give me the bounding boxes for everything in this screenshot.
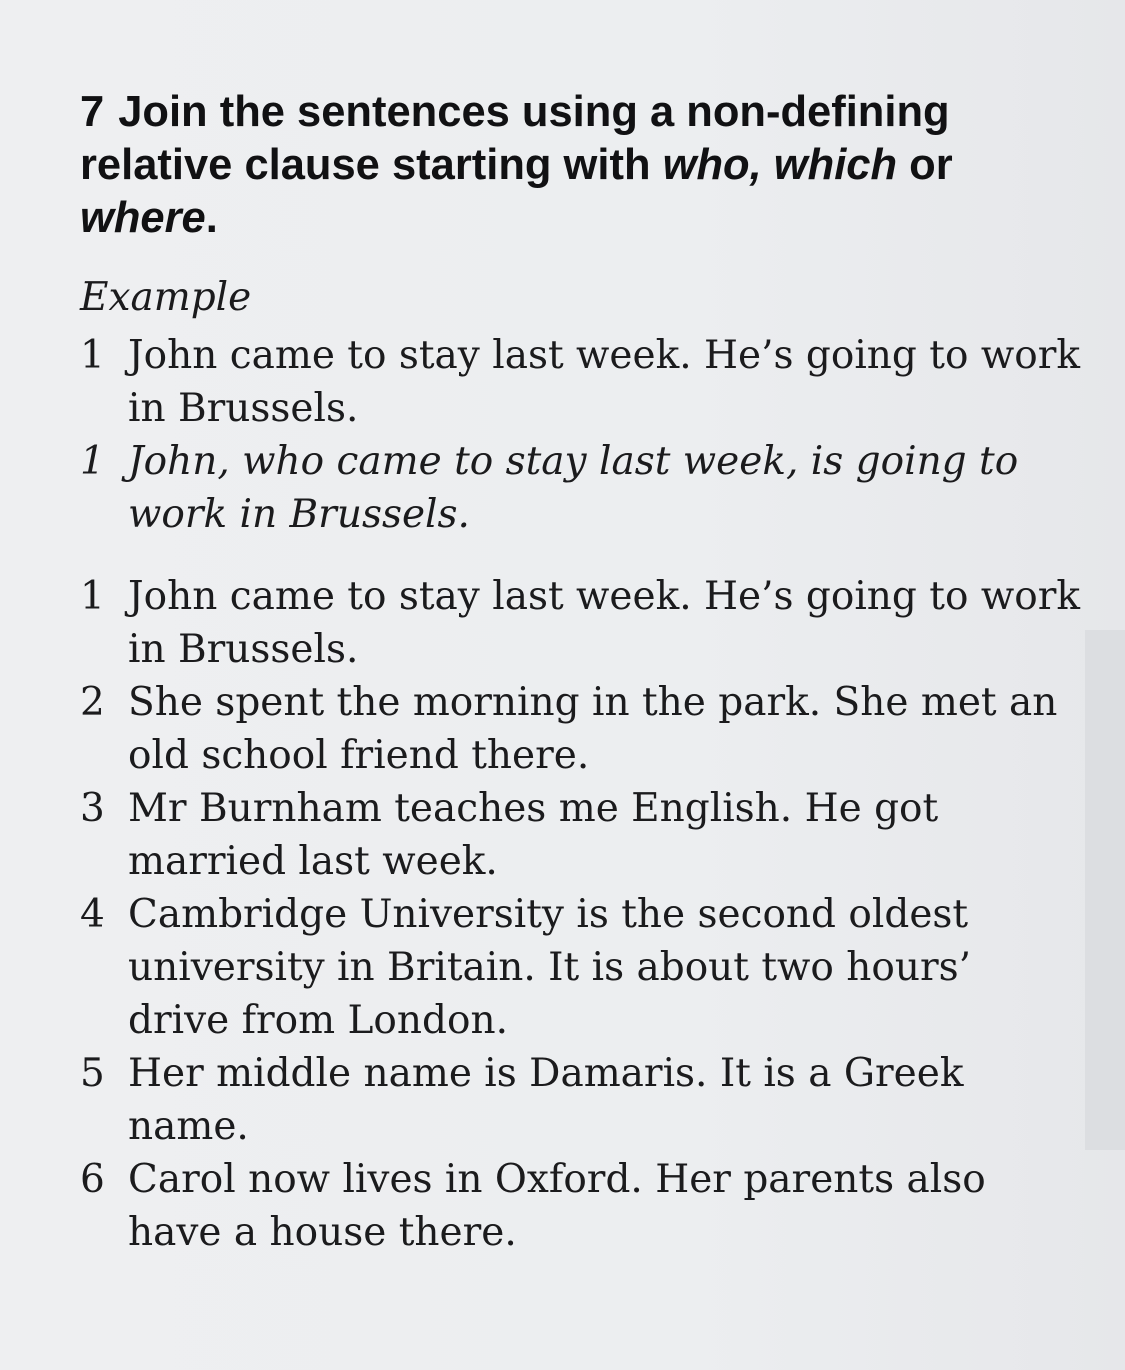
item-text: Mr Burnham teaches me English. He got married last week.	[128, 786, 939, 884]
example-answer-number: 1	[80, 439, 105, 484]
exercise-number: 7	[80, 88, 105, 136]
page-edge-shadow	[1085, 630, 1125, 1150]
list-item	[80, 888, 1080, 1047]
item-number: 6	[80, 1157, 105, 1202]
example-prompt	[80, 329, 1080, 435]
example-answer-text: John, who came to stay last week, is going to work in Brussels.	[128, 439, 1019, 537]
item-number: 2	[80, 680, 105, 725]
example-label: Example	[80, 275, 252, 320]
list-item	[80, 1047, 1080, 1153]
example-prompt-text: John came to stay last week. He’s going to work in Brussels.	[128, 333, 1080, 431]
instruction-italic-words: who, which	[662, 141, 898, 189]
instruction-text: Join the sentences using a non-defining relative clause starting with	[80, 88, 950, 189]
example-prompt-number: 1	[80, 333, 105, 378]
list-item	[80, 1153, 1080, 1259]
exercise-items-list	[80, 570, 1080, 1259]
item-number: 1	[80, 574, 105, 619]
item-text: Her middle name is Damaris. It is a Greek name.	[128, 1051, 964, 1149]
instruction-end: .	[205, 194, 218, 242]
item-text: Carol now lives in Oxford. Her parents also have a house there.	[128, 1157, 986, 1255]
exercise-heading	[80, 86, 1090, 245]
example-block	[80, 329, 1080, 541]
item-text: John came to stay last week. He’s going to work in Brussels.	[128, 574, 1080, 672]
example-answer	[80, 435, 1080, 541]
item-number: 5	[80, 1051, 105, 1096]
list-item	[80, 570, 1080, 676]
item-text: Cambridge University is the second oldest university in Britain. It is about two hours’ drive from London.	[128, 892, 972, 1043]
list-item	[80, 782, 1080, 888]
item-number: 3	[80, 786, 105, 831]
item-number: 4	[80, 892, 105, 937]
instruction-italic-where: where	[80, 194, 206, 242]
instruction-connector: or	[909, 141, 953, 189]
list-item	[80, 676, 1080, 782]
item-text: She spent the morning in the park. She met an old school friend there.	[128, 680, 1058, 778]
